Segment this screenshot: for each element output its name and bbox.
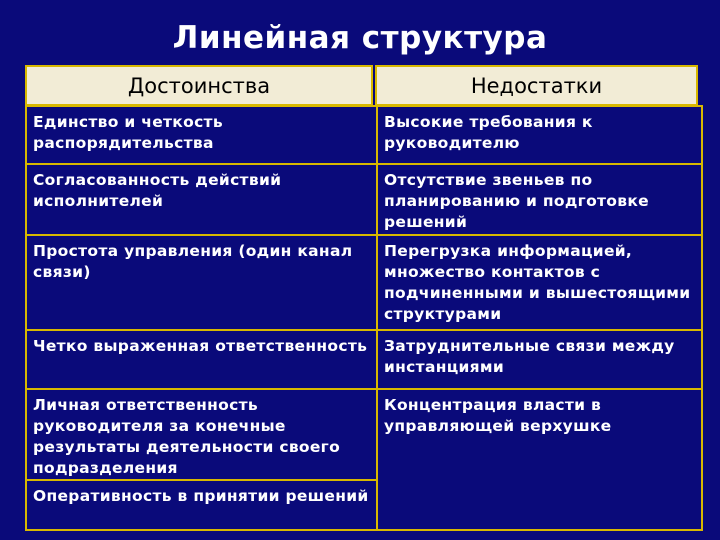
- header-disadvantages-label: Недостатки: [470, 73, 603, 98]
- disadvantage-cell: Перегрузка информацией, множество контактов с подчиненными и вышестоящими структурами: [377, 235, 702, 330]
- comparison-table: [25, 105, 703, 531]
- disadvantage-cell: Отсутствие звеньев по планированию и подготовке решений: [377, 164, 702, 235]
- disadvantage-cell: Высокие требования к руководителю: [377, 106, 702, 164]
- advantage-cell: Четко выраженная ответственность: [26, 330, 377, 389]
- table-row: [26, 106, 702, 164]
- advantage-cell: Оперативность в принятии решений: [26, 480, 377, 530]
- header-advantages-label: Достоинства: [127, 73, 271, 98]
- header-disadvantages: [375, 65, 698, 106]
- table-row: [26, 235, 702, 330]
- advantage-cell: Единство и четкость распорядительства: [26, 106, 377, 164]
- table-row: [26, 330, 702, 389]
- page-title: Линейная структура: [172, 20, 548, 56]
- advantage-cell: Согласованность действий исполнителей: [26, 164, 377, 235]
- header-advantages: [25, 65, 373, 106]
- disadvantage-cell: Концентрация власти в управляющей верхушке: [377, 389, 702, 530]
- table-row: [26, 389, 702, 480]
- table-row: [26, 164, 702, 235]
- advantage-cell: Простота управления (один канал связи): [26, 235, 377, 330]
- advantage-cell: Личная ответственность руководителя за конечные результаты деятельности своего подразделения: [26, 389, 377, 480]
- disadvantage-cell: Затруднительные связи между инстанциями: [377, 330, 702, 389]
